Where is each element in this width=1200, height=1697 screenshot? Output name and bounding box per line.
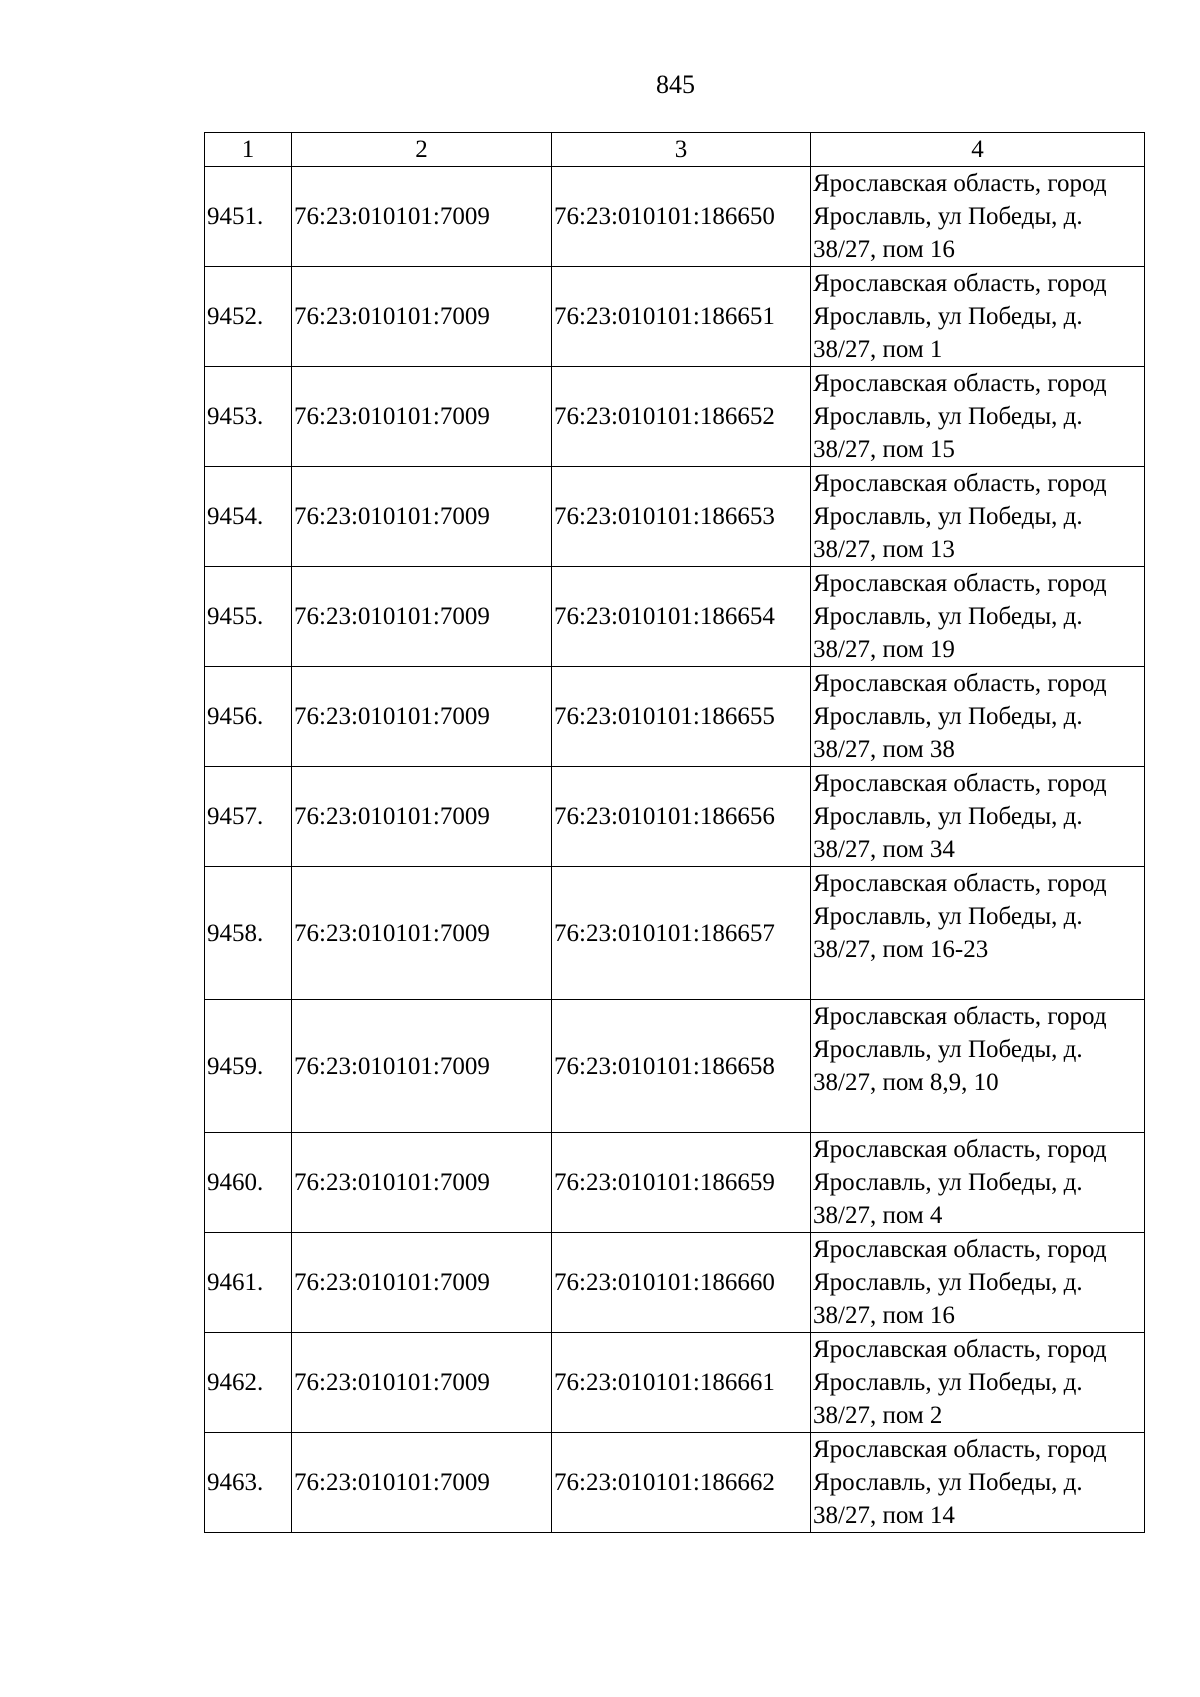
- table-row: [205, 1333, 1145, 1433]
- row-number: 9463.: [205, 1433, 292, 1533]
- column-header-3: 3: [552, 133, 811, 167]
- row-number: 9452.: [205, 267, 292, 367]
- object-number: 76:23:010101:186658: [552, 1000, 811, 1133]
- parcel-number: 76:23:010101:7009: [292, 1433, 552, 1533]
- address: Ярославская область, город Ярославль, ул Победы, д. 38/27, пом 16: [811, 167, 1145, 267]
- parcel-number: 76:23:010101:7009: [292, 1000, 552, 1133]
- object-number: 76:23:010101:186657: [552, 867, 811, 1000]
- address: Ярославская область, город Ярославль, ул Победы, д. 38/27, пом 13: [811, 467, 1145, 567]
- row-number: 9454.: [205, 467, 292, 567]
- parcel-number: 76:23:010101:7009: [292, 1233, 552, 1333]
- object-number: 76:23:010101:186659: [552, 1133, 811, 1233]
- column-header-1: 1: [205, 133, 292, 167]
- column-header-4: 4: [811, 133, 1145, 167]
- object-number: 76:23:010101:186660: [552, 1233, 811, 1333]
- object-number: 76:23:010101:186656: [552, 767, 811, 867]
- table-row: [205, 367, 1145, 467]
- row-number: 9456.: [205, 667, 292, 767]
- registry-table: [204, 132, 1145, 1533]
- address: Ярославская область, город Ярославль, ул Победы, д. 38/27, пом 1: [811, 267, 1145, 367]
- address: Ярославская область, город Ярославль, ул Победы, д. 38/27, пом 14: [811, 1433, 1145, 1533]
- parcel-number: 76:23:010101:7009: [292, 767, 552, 867]
- object-number: 76:23:010101:186651: [552, 267, 811, 367]
- table-header-row: [205, 133, 1145, 167]
- parcel-number: 76:23:010101:7009: [292, 867, 552, 1000]
- address: Ярославская область, город Ярославль, ул Победы, д. 38/27, пом 38: [811, 667, 1145, 767]
- table-row: [205, 467, 1145, 567]
- object-number: 76:23:010101:186650: [552, 167, 811, 267]
- object-number: 76:23:010101:186652: [552, 367, 811, 467]
- row-number: 9453.: [205, 367, 292, 467]
- row-number: 9459.: [205, 1000, 292, 1133]
- object-number: 76:23:010101:186654: [552, 567, 811, 667]
- address: Ярославская область, город Ярославль, ул Победы, д. 38/27, пом 15: [811, 367, 1145, 467]
- row-number: 9455.: [205, 567, 292, 667]
- parcel-number: 76:23:010101:7009: [292, 267, 552, 367]
- parcel-number: 76:23:010101:7009: [292, 367, 552, 467]
- object-number: 76:23:010101:186653: [552, 467, 811, 567]
- column-header-2: 2: [292, 133, 552, 167]
- parcel-number: 76:23:010101:7009: [292, 567, 552, 667]
- table-row: [205, 767, 1145, 867]
- parcel-number: 76:23:010101:7009: [292, 1133, 552, 1233]
- address: Ярославская область, город Ярославль, ул Победы, д. 38/27, пом 4: [811, 1133, 1145, 1233]
- table-row: [205, 167, 1145, 267]
- table-row: [205, 1000, 1145, 1133]
- table-row: [205, 1133, 1145, 1233]
- address: Ярославская область, город Ярославль, ул Победы, д. 38/27, пом 19: [811, 567, 1145, 667]
- table-row: [205, 567, 1145, 667]
- parcel-number: 76:23:010101:7009: [292, 467, 552, 567]
- address: Ярославская область, город Ярославль, ул Победы, д. 38/27, пом 34: [811, 767, 1145, 867]
- row-number: 9451.: [205, 167, 292, 267]
- object-number: 76:23:010101:186655: [552, 667, 811, 767]
- table-row: [205, 1433, 1145, 1533]
- table-row: [205, 267, 1145, 367]
- table-row: [205, 867, 1145, 1000]
- address: Ярославская область, город Ярославль, ул Победы, д. 38/27, пом 16: [811, 1233, 1145, 1333]
- row-number: 9460.: [205, 1133, 292, 1233]
- parcel-number: 76:23:010101:7009: [292, 1333, 552, 1433]
- row-number: 9458.: [205, 867, 292, 1000]
- parcel-number: 76:23:010101:7009: [292, 167, 552, 267]
- page-number: 845: [656, 70, 695, 99]
- address: Ярославская область, город Ярославль, ул Победы, д. 38/27, пом 16-23: [811, 867, 1145, 1000]
- address: Ярославская область, город Ярославль, ул Победы, д. 38/27, пом 2: [811, 1333, 1145, 1433]
- parcel-number: 76:23:010101:7009: [292, 667, 552, 767]
- table-row: [205, 667, 1145, 767]
- address: Ярославская область, город Ярославль, ул Победы, д. 38/27, пом 8,9, 10: [811, 1000, 1145, 1133]
- row-number: 9457.: [205, 767, 292, 867]
- object-number: 76:23:010101:186661: [552, 1333, 811, 1433]
- row-number: 9462.: [205, 1333, 292, 1433]
- table-row: [205, 1233, 1145, 1333]
- object-number: 76:23:010101:186662: [552, 1433, 811, 1533]
- row-number: 9461.: [205, 1233, 292, 1333]
